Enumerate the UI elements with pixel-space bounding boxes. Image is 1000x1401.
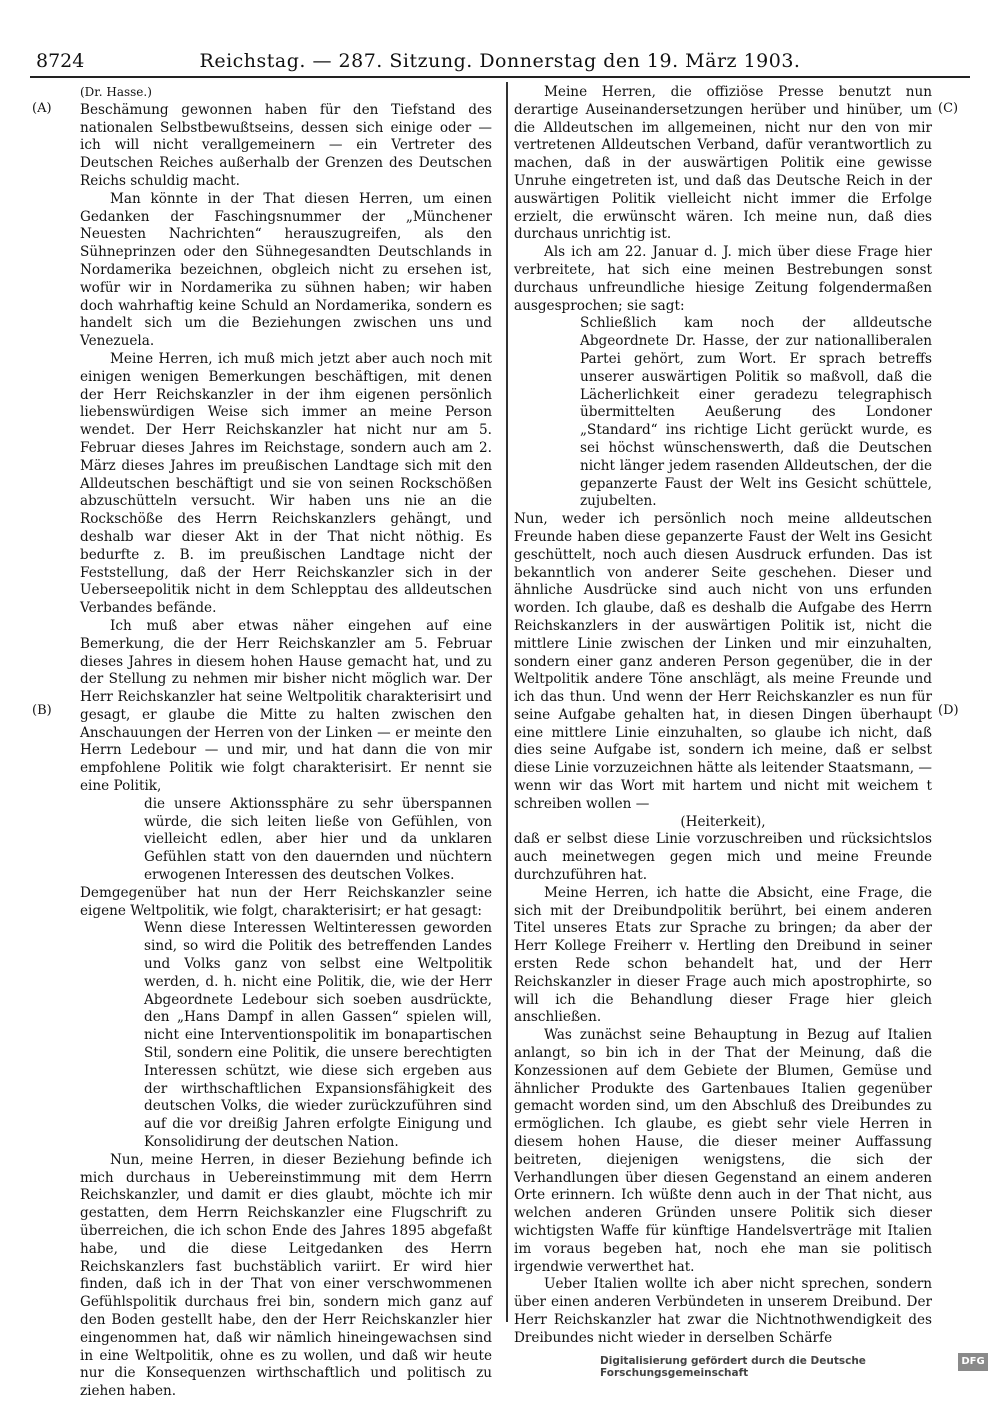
running-header (30, 50, 970, 76)
page-title: Reichstag. — 287. Sitzung. Donnerstag den 19. März 1903. (199, 50, 801, 72)
interjection: (Heiterkeit), (680, 813, 766, 830)
margin-marker-b: (B) (32, 703, 52, 718)
funding-credit: Digitalisierung gefördert durch die Deutsche Forschungsgemeinschaft (600, 1355, 866, 1379)
paragraph: daß er selbst diese Linie vorzuschreiben und rücksichtslos auch meinetwegen gegen mich und meine Freunde durchzuführen hat. (514, 831, 932, 884)
paragraph: Ich muß aber etwas näher eingehen auf eine Bemerkung, die der Herr Reichskanzler am 5. Februar dieses Jahres in diesem hohen Hause gemacht hat, und zu der Stellung zu nehmen mir bisher nicht möglich war. Der Herr Reichskanzler hat seine Weltpolitik charakterisirt und gesagt, er glaube die Mitte zu halten zwischen den Anschauungen der Herren von der Linken — er meinte den Herrn Ledebour — und mir, und hat dann die von mir empfohlene Politik wie folgt charakterisirt. Er nennt sie eine Politik, (80, 617, 492, 795)
margin-marker-c: (C) (938, 101, 959, 116)
speaker-label: (Dr. Hasse.) (80, 85, 152, 99)
paragraph: Was zunächst seine Behauptung in Bezug auf Italien anlangt, so bin ich in der That der Meinung, daß die Konzessionen auf dem Gebiete der Blumen, Gemüse und ähnlicher Produkte des Gartenbaues Italien gegenüber gemacht worden sind, um den Abschluß des Dreibundes zu ermöglichen. Ich glaube, es giebt sehr viele Herren in diesem hohen Hause, die dieser meiner Auffassung beitreten, diejenigen wenigstens, die sich der Verhandlungen über diesen Gegenstand an einem anderen Orte erinnern. Ich wüßte denn auch in der That nicht, aus welchen anderen Gründen unsere Politik sich dieser wichtigsten Waffe für künftige Handelsverträge mit Italien im voraus begeben hat, noch ehe man sie politisch irgendwie verwerthet hat. (514, 1027, 932, 1275)
left-column (80, 84, 492, 1401)
dfg-logo: DFG (958, 1353, 988, 1371)
header-rule (30, 76, 970, 78)
paragraph: Meine Herren, ich hatte die Absicht, eine Frage, die sich mit der Dreibundpolitik berührt, bei einem anderen Titel unseres Etats zur Sprache zu bringen; da aber der Herr Kollege Freiherr v. Hertling den Dreibund in seiner ersten Rede schon behandelt hat, und der Herr Reichskanzler in dieser Frage auch mich apostrophirte, so will ich die Behandlung dieser Frage hier gleich anschließen. (514, 884, 932, 1026)
column-divider (506, 82, 508, 1322)
block-quote: die unsere Aktionssphäre zu sehr überspannen würde, die sich leiten ließe von Gefühlen, von vielleicht edlen, aber hier und da unklaren Gefühlen statt von den dauernden und nüchtern erwogenen Interessen des deutschen Volkes. (144, 795, 492, 884)
margin-marker-d: (D) (938, 703, 959, 718)
block-quote: Wenn diese Interessen Weltinteressen geworden sind, so wird die Politik des betreffenden Landes und Volks ganz von selbst eine Weltpolitik werden, d. h. nicht eine Politik, die, wie der Herr Abgeordnete Ledebour sich soeben ausdrückte, den „Hans Dampf in allen Gassen“ spielen will, nicht eine Interventionspolitik im bonapartischen Stil, sondern eine Politik, die unsere berechtigten Interessen schützt, wie diese sich ergeben aus der wirthschaftlichen Expansionsfähigkeit des deutschen Volks, die wieder zurückzuführen sind auf die vor dreißig Jahren erfolgte Einigung und Konsolidirung der deutschen Nation. (144, 920, 492, 1151)
paragraph: Man könnte in der That diesen Herren, um einen Gedanken der Faschingsnummer der „Münchener Neuesten Nachrichten“ herauszugreifen, als den Sühneprinzen oder den Sühnegesandten Deutschlands in Nordamerika bezeichnen, obgleich nicht zu ersehen ist, wofür wir in Nordamerika zu sühnen haben; wir haben doch wahrhaftig keine Schuld an Nordamerika, sondern es handelt sich um die Beziehungen zwischen uns und Venezuela. (80, 190, 492, 350)
paragraph: Beschämung gewonnen haben für den Tiefstand des nationalen Selbstbewußtseins, dessen sich einige oder — ich will nicht verallgemeinern — ein Vertreter des Deutschen Reiches außerhalb der Grenzen des Deutschen Reichs schuldig macht. (80, 101, 492, 189)
page-number: 8724 (36, 50, 85, 72)
paragraph: Als ich am 22. Januar d. J. mich über diese Frage hier verbreitete, hat sich eine meinen Bestrebungen sonst durchaus unfreundliche hiesige Zeitung folgendermaßen ausgesprochen; sie sagt: (514, 244, 932, 314)
block-quote: Schließlich kam noch der alldeutsche Abgeordnete Dr. Hasse, der zur nationalliberalen Partei gehört, zum Wort. Er sprach betreffs unserer auswärtigen Politik so maßvoll, daß die Lächerlichkeit einer geradezu telegraphisch übermittelten Aeußerung des Londoner „Standard“ ins richtige Licht gerückt wurde, es sei höchst wünschenswerth, daß die Deutschen nicht länger jedem rasenden Alldeutschen, der die gepanzerte Faust der Welt ins Gesicht schüttele, zujubelten. (580, 315, 932, 510)
paragraph: Ueber Italien wollte ich aber nicht sprechen, sondern über einen anderen Verbündeten in unserem Dreibund. Der Herr Reichskanzler hat zwar die Nichtnothwendigkeit des Dreibundes nicht wieder in derselben Schärfe (514, 1276, 932, 1346)
paragraph: Meine Herren, die offiziöse Presse benutzt nun derartige Auseinandersetzungen herüber und hinüber, um die Alldeutschen im allgemeinen, nicht nur den von mir vertretenen Alldeutschen Verband, dafür verantwortlich zu machen, daß in der auswärtigen Politik eine gewisse Unruhe eingetreten ist, und daß das Deutsche Reich in der auswärtigen Politik vielleicht nicht immer die Erfolge erzielt, die erwünscht wären. Ich meine nun, daß dies durchaus unrichtig ist. (514, 84, 932, 243)
footer (600, 1353, 990, 1379)
right-column (514, 84, 932, 1348)
paragraph: Meine Herren, ich muß mich jetzt aber auch noch mit einigen wenigen Bemerkungen beschäftigen, mit denen der Herr Reichskanzler in der ihm eigenen persönlich liebenswürdigen Weise sich immer an meine Person wendet. Der Herr Reichskanzler hat nicht nur am 5. Februar dieses Jahres im Reichstage, sondern auch am 2. März dieses Jahres im preußischen Landtage sich mit den Alldeutschen beschäftigt und sie von seinen Rockschößen abzuschütteln versucht. Wir haben uns nie an die Rockschöße des Herrn Reichskanzlers gehängt, und deshalb war dieser Akt in der That nicht nöthig. Es bedurfte z. B. im preußischen Landtage nicht der Feststellung, daß der Herr Reichskanzler sich in der Ueberseepolitik nicht in dem Schlepptau des alldeutschen Verbandes befände. (80, 350, 492, 617)
paragraph: Demgegenüber hat nun der Herr Reichskanzler seine eigene Weltpolitik, wie folgt, charakterisirt; er hat gesagt: (80, 884, 492, 919)
paragraph: Nun, meine Herren, in dieser Beziehung befinde ich mich durchaus in Uebereinstimmung mit dem Herrn Reichskanzler, und damit er dies glaubt, möchte ich mir gestatten, dem Herrn Reichskanzler eine Flugschrift zu überreichen, die ich schon Ende des Jahres 1895 abgefaßt habe, und die diese Leitgedanken des Herrn Reichskanzlers fast buchstäblich variirt. Er wird hier finden, daß ich in der That von einer verschwommenen Gefühlspolitik durchaus frei bin, sondern mich ganz auf den Boden gestellt habe, den der Herr Reichskanzler hier eingenommen hat, daß wir nämlich hineingewachsen sind in eine Weltpolitik, ohne es zu wollen, und daß wir heute nur die Konsequenzen wirthschaftlich und politisch zu ziehen haben. (80, 1151, 492, 1400)
margin-marker-a: (A) (32, 101, 52, 116)
paragraph: Nun, weder ich persönlich noch meine alldeutschen Freunde haben diese gepanzerte Faust der Welt ins Gesicht geschüttelt, noch auch diesen Ausdruck erfunden. Das ist bekanntlich von anderer Seite geschehen. Dieser und ähnliche Ausdrücke sind auch nicht von uns erfunden worden. Ich glaube, daß es deshalb die Aufgabe des Herrn Reichskanzlers in der auswärtigen Politik ist, nicht die mittlere Linie zwischen der Linken und mir einzuhalten, sondern einer ganz anderen Person gegenüber, die in der Weltpolitik andere Töne anschlägt, als meine Freunde und ich das thun. Und wenn der Herr Reichskanzler es nun für seine Aufgabe gehalten hat, in diesen Dingen überhaupt eine mittlere Linie einzuhalten, so glaube ich nicht, daß dies seine Aufgabe ist, sondern ich meine, daß er selbst diese Linie vorzuzeichnen hätte als leitender Staatsmann, — wenn wir das Wort mit hartem und nicht mit weichem t schreiben wollen — (514, 511, 932, 812)
